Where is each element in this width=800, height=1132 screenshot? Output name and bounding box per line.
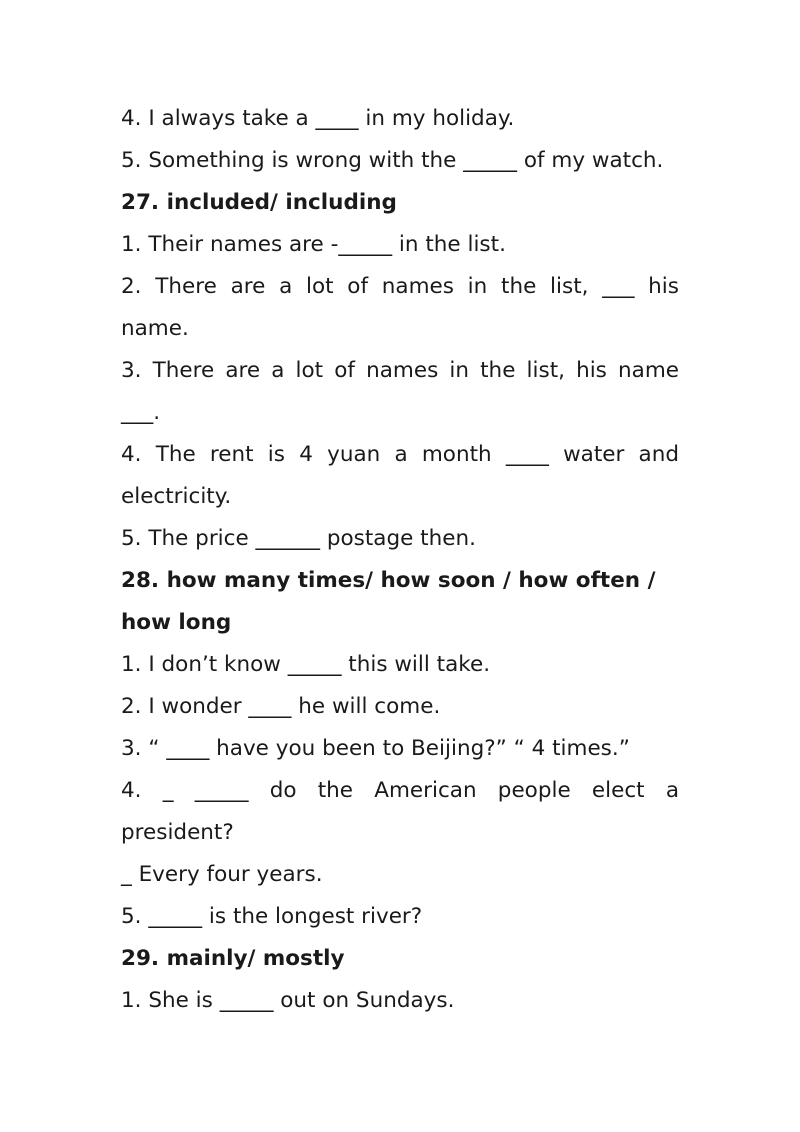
exercise-line-continued: name.	[121, 316, 189, 341]
exercise-line: _ Every four years.	[121, 862, 323, 887]
section-heading: 27. included/ including	[121, 190, 397, 215]
exercise-line: 3. “ ____ have you been to Beijing?” “ 4 times.”	[121, 736, 630, 761]
exercise-line: 1. I don’t know _____ this will take.	[121, 652, 491, 677]
exercise-line: 4. I always take a ____ in my holiday.	[121, 106, 515, 131]
exercise-line-continued: ___.	[121, 400, 161, 425]
worksheet-page	[121, 98, 679, 1022]
exercise-line: 5. The price ______ postage then.	[121, 526, 476, 551]
exercise-line-continued: electricity.	[121, 484, 232, 509]
section-heading: 29. mainly/ mostly	[121, 946, 345, 971]
exercise-line: 4. _ _____ do the American people elect a	[121, 778, 679, 803]
exercise-line: 2. I wonder ____ he will come.	[121, 694, 441, 719]
exercise-line-continued: president?	[121, 820, 234, 845]
exercise-line: 5. _____ is the longest river?	[121, 904, 423, 929]
exercise-line: 4. The rent is 4 yuan a month ____ water and	[121, 442, 679, 467]
exercise-line: 2. There are a lot of names in the list, ___ his	[121, 274, 679, 299]
exercise-line: 5. Something is wrong with the _____ of my watch.	[121, 148, 664, 173]
section-heading-continued: how long	[121, 610, 232, 635]
section-heading: 28. how many times/ how soon / how often /	[121, 568, 656, 593]
exercise-line: 1. She is _____ out on Sundays.	[121, 988, 455, 1013]
exercise-line: 1. Their names are -_____ in the list.	[121, 232, 506, 257]
exercise-line: 3. There are a lot of names in the list, his name	[121, 358, 679, 383]
